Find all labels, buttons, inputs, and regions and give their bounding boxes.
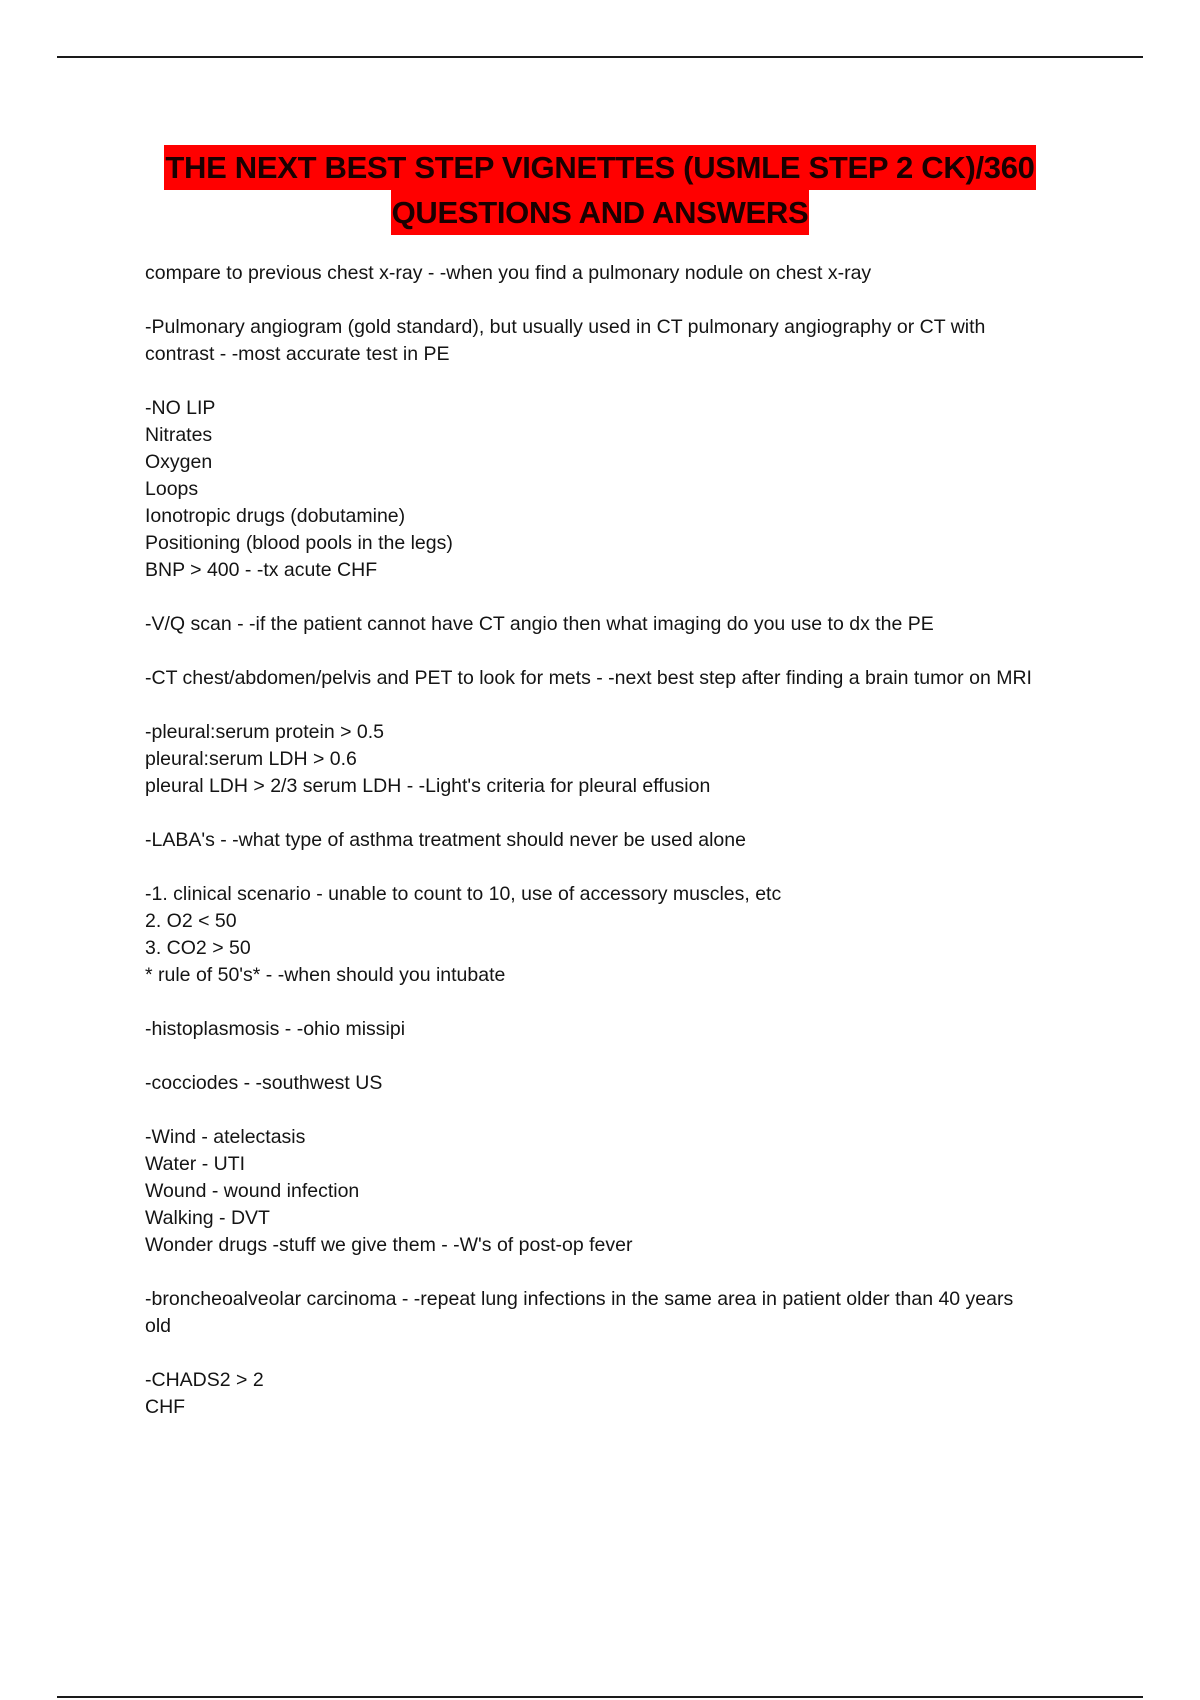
entry-line: * rule of 50's* - -when should you intubate <box>145 964 506 986</box>
flashcard-entry <box>145 827 1085 854</box>
entry-line: -pleural:serum protein > 0.5 <box>145 721 384 743</box>
flashcard-entry <box>145 1016 1085 1043</box>
entry-line: -cocciodes - -southwest US <box>145 1072 383 1094</box>
entry-line: CHF <box>145 1396 186 1418</box>
entry-line: 2. O2 < 50 <box>145 910 237 932</box>
entry-line: Oxygen <box>145 451 213 473</box>
top-divider <box>57 56 1143 58</box>
entry-line: Wound - wound infection <box>145 1180 360 1202</box>
flashcard-entry <box>145 611 1085 638</box>
entry-line: old <box>145 1315 172 1337</box>
entry-line: -V/Q scan - -if the patient cannot have CT angio then what imaging do you use to dx the PE <box>145 613 934 635</box>
entry-line: Positioning (blood pools in the legs) <box>145 532 453 554</box>
flashcard-entry <box>145 881 1085 989</box>
flashcard-entry <box>145 719 1085 800</box>
entry-line: pleural LDH > 2/3 serum LDH - -Light's criteria for pleural effusion <box>145 775 711 797</box>
entry-line: Walking - DVT <box>145 1207 270 1229</box>
entry-line: -histoplasmosis - -ohio missipi <box>145 1018 406 1040</box>
entry-line: 3. CO2 > 50 <box>145 937 251 959</box>
entry-line: Loops <box>145 478 199 500</box>
entry-line: Water - UTI <box>145 1153 246 1175</box>
document-title <box>0 145 1200 235</box>
entry-line: compare to previous chest x-ray - -when you find a pulmonary nodule on chest x-ray <box>145 262 872 284</box>
entry-line: Nitrates <box>145 424 213 446</box>
flashcard-entry <box>145 395 1085 584</box>
flashcard-entry <box>145 665 1085 692</box>
entry-line: -1. clinical scenario - unable to count to 10, use of accessory muscles, etc <box>145 883 782 905</box>
entry-line: Wonder drugs -stuff we give them - -W's of post-op fever <box>145 1234 633 1256</box>
entry-line: -NO LIP <box>145 397 216 419</box>
title-line-1: THE NEXT BEST STEP VIGNETTES (USMLE STEP 2 CK)/360 <box>164 145 1035 190</box>
flashcard-entry <box>145 314 1085 368</box>
entry-line: BNP > 400 - -tx acute CHF <box>145 559 378 581</box>
entry-line: -Wind - atelectasis <box>145 1126 306 1148</box>
bottom-divider <box>57 1696 1143 1698</box>
flashcard-entry <box>145 1070 1085 1097</box>
flashcard-entry <box>145 1286 1085 1340</box>
title-line-2: QUESTIONS AND ANSWERS <box>391 190 810 235</box>
flashcard-list <box>145 260 1085 1448</box>
entry-line: contrast - -most accurate test in PE <box>145 343 450 365</box>
entry-line: -LABA's - -what type of asthma treatment should never be used alone <box>145 829 746 851</box>
entry-line: -CT chest/abdomen/pelvis and PET to look for mets - -next best step after finding a brain tumor on MRI <box>145 667 1032 689</box>
entry-line: Ionotropic drugs (dobutamine) <box>145 505 406 527</box>
entry-line: pleural:serum LDH > 0.6 <box>145 748 357 770</box>
entry-line: -Pulmonary angiogram (gold standard), but usually used in CT pulmonary angiography or CT with <box>145 316 986 338</box>
entry-line: -CHADS2 > 2 <box>145 1369 264 1391</box>
entry-line: -broncheoalveolar carcinoma - -repeat lung infections in the same area in patient older than 40 years <box>145 1288 1014 1310</box>
flashcard-entry <box>145 1367 1085 1421</box>
flashcard-entry <box>145 1124 1085 1259</box>
flashcard-entry <box>145 260 1085 287</box>
